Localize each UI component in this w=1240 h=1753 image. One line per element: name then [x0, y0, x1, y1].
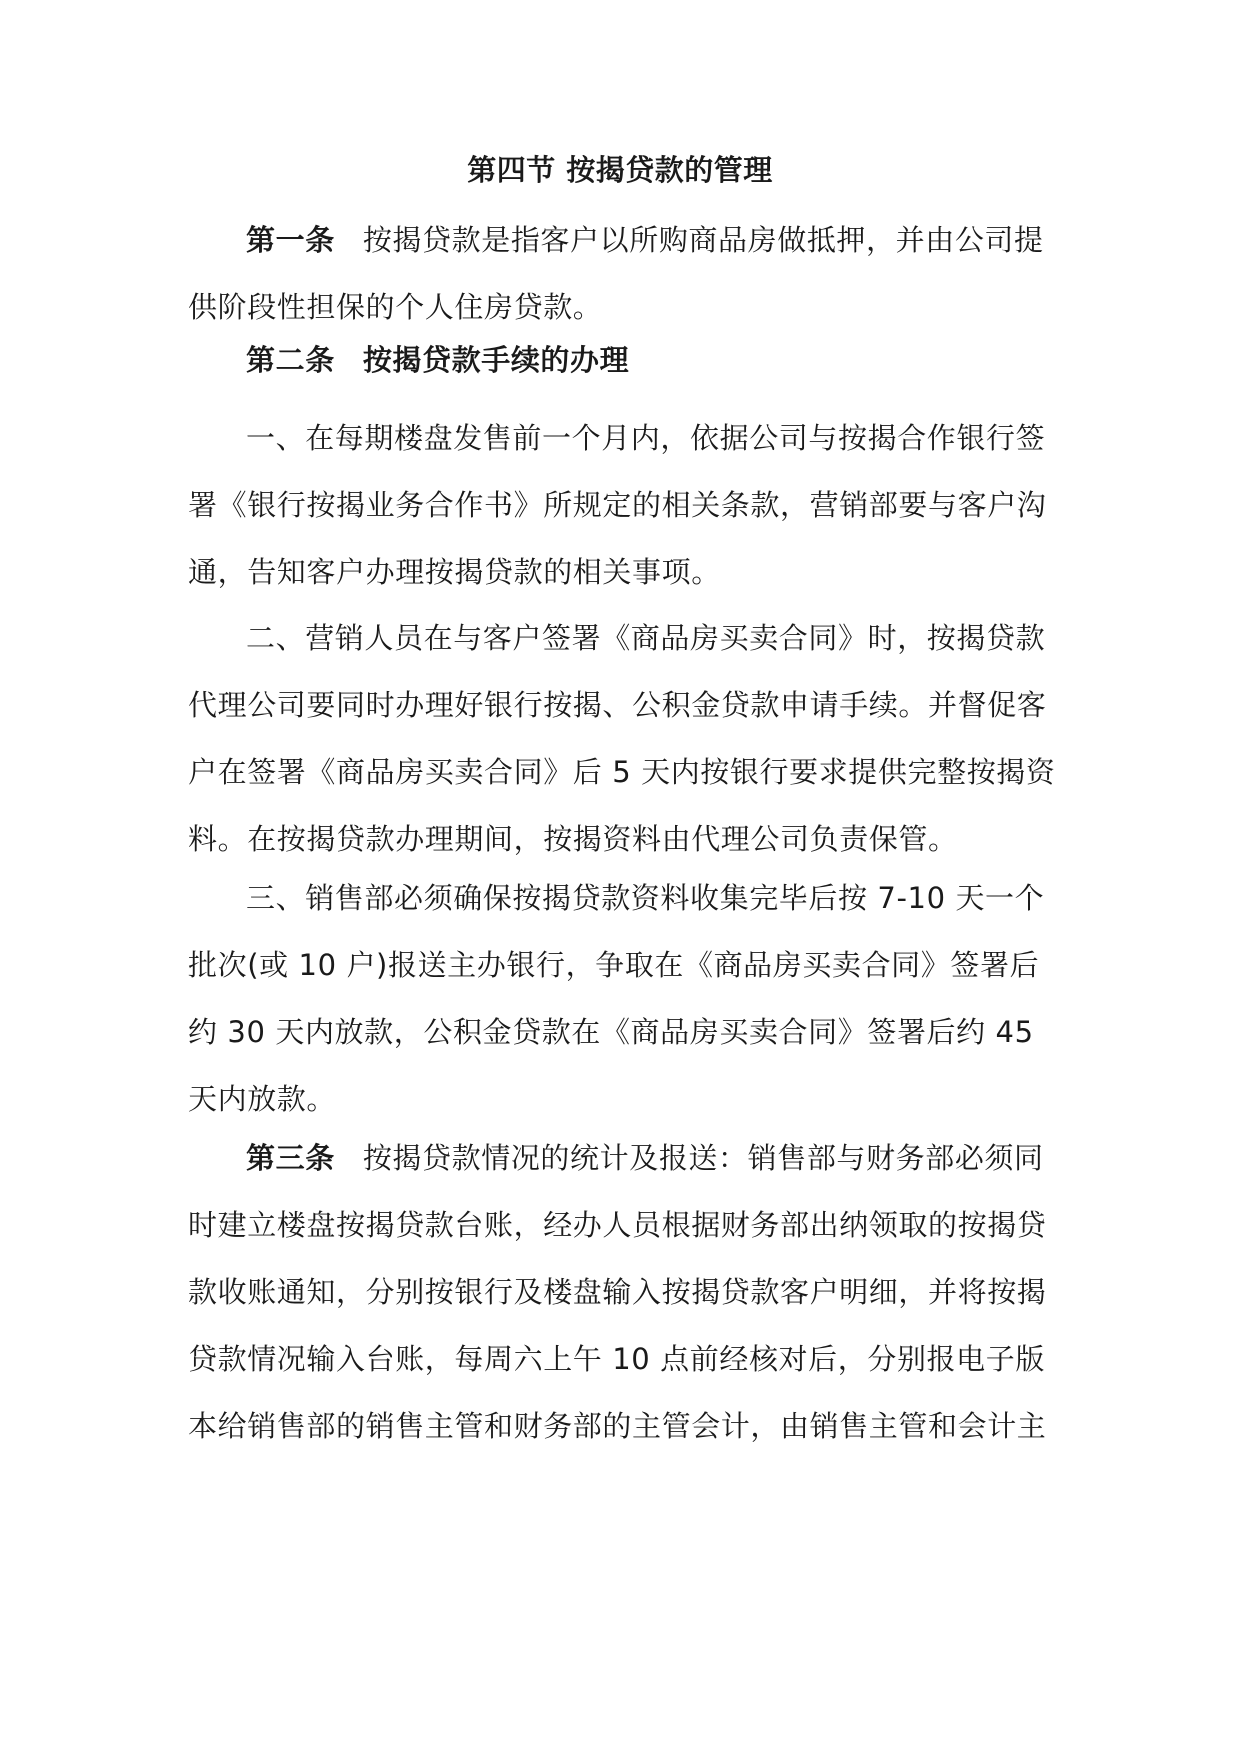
- article-1-text: 按揭贷款是指客户以所购商品房做抵押，并由公司提供阶段性担保的个人住房贷款。: [188, 223, 1044, 324]
- article-2: [188, 327, 1056, 394]
- article-3-text: 按揭贷款情况的统计及报送：销售部与财务部必须同时建立楼盘按揭贷款台账，经办人员根据财务部出纳领取的按揭贷款收账通知，分别按银行及楼盘输入按揭贷款客户明细，并将按揭贷款情况输入台账，每周六上午 10 点前经核对后，分别报电子版本给销售部的销售主管和财务部的主管会计，由销售主管和会计主: [188, 1141, 1047, 1443]
- article-1-label: 第一条: [246, 223, 335, 257]
- article-3-label: 第三条: [246, 1141, 335, 1175]
- article-2-item-2: 二、营销人员在与客户签署《商品房买卖合同》时，按揭贷款代理公司要同时办理好银行按揭、公积金贷款申请手续。并督促客户在签署《商品房买卖合同》后 5 天内按银行要求提供完整按揭资料。在按揭贷款办理期间，按揭资料由代理公司负责保管。: [188, 621, 1056, 856]
- article-1: [188, 207, 1056, 341]
- article-2-item-1: 一、在每期楼盘发售前一个月内，依据公司与按揭合作银行签署《银行按揭业务合作书》所规定的相关条款，营销部要与客户沟通，告知客户办理按揭贷款的相关事项。: [188, 421, 1047, 589]
- article-2-label: 第二条: [246, 343, 335, 377]
- article-3: [188, 1125, 1056, 1460]
- section-title: 第四节 按揭贷款的管理: [467, 153, 773, 187]
- article-2-item-3: 三、销售部必须确保按揭贷款资料收集完毕后按 7-10 天一个批次(或 10 户)报送主办银行，争取在《商品房买卖合同》签署后约 30 天内放款，公积金贷款在《商品房买卖合同》签署后约 45 天内放款。: [188, 881, 1045, 1116]
- article-2-text: 按揭贷款手续的办理: [362, 343, 630, 377]
